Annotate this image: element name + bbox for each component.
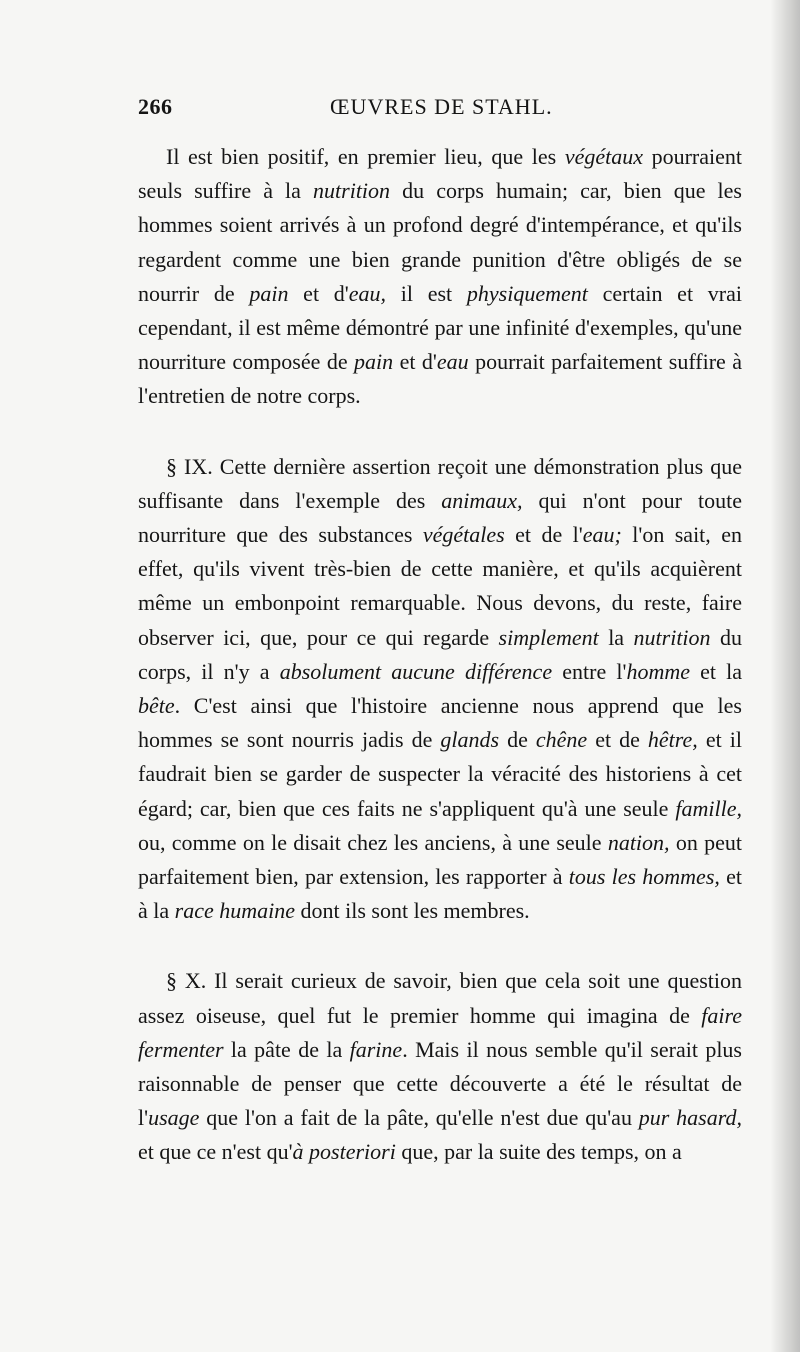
text-segment: que l'on a fait de la pâte, qu'elle n'est due qu'au xyxy=(199,1105,639,1131)
text-segment: . Mais il nous semble qu'il serait plus raisonnable de penser que cette découverte a été le résultat de l' xyxy=(138,1036,742,1131)
italic-text-segment: pain xyxy=(354,349,394,375)
italic-text-segment: végétales xyxy=(422,522,505,548)
italic-text-segment: absolument aucune différence xyxy=(279,658,553,684)
text-segment: il est xyxy=(386,280,467,306)
italic-text-segment: nutrition xyxy=(313,178,391,204)
italic-text-segment: farine xyxy=(349,1036,403,1062)
italic-text-segment: famille, xyxy=(675,795,742,821)
text-segment: et que ce n'est qu' xyxy=(138,1139,293,1165)
text-segment: on peut parfaitement bien, par extension, les rapporter à xyxy=(138,829,742,890)
italic-text-segment: nation, xyxy=(607,829,670,855)
italic-text-segment: pur hasard, xyxy=(638,1105,742,1131)
text-segment: dont ils sont les membres. xyxy=(295,898,530,924)
italic-text-segment: hêtre, xyxy=(647,727,698,753)
italic-text-segment: végétaux xyxy=(564,144,643,169)
text-segment: entre l' xyxy=(552,658,627,684)
page-edge-shadow xyxy=(770,0,800,1352)
text-segment: de xyxy=(499,727,536,753)
italic-text-segment: pain xyxy=(249,280,289,306)
italic-text-segment: homme xyxy=(626,658,690,684)
italic-text-segment: usage xyxy=(148,1105,200,1131)
text-segment: qui n'ont pour toute nourriture que des substances xyxy=(138,487,742,548)
text-segment: ou, comme on le disait chez les anciens, à une seule xyxy=(138,829,608,855)
italic-text-segment: eau; xyxy=(582,522,622,548)
text-segment: § IX. Cette dernière assertion reçoit une démonstration plus que suffisante dans l'exemple des xyxy=(138,453,742,513)
italic-text-segment: à posteriori xyxy=(292,1139,396,1165)
italic-text-segment: physiquement xyxy=(466,280,588,306)
text-segment: que, par la suite des temps, on a xyxy=(395,1139,682,1165)
text-segment: et d' xyxy=(393,349,437,375)
italic-text-segment: faire fermenter xyxy=(138,1002,742,1062)
italic-text-segment: chêne xyxy=(535,727,588,753)
page-header xyxy=(138,92,742,128)
paragraph-1 xyxy=(138,140,742,414)
italic-text-segment: glands xyxy=(440,727,500,753)
italic-text-segment: bête xyxy=(138,693,175,719)
text-segment: certain et vrai cependant, il est même démontré par une infinité d'exemples, qu'une nourriture composée de xyxy=(138,280,742,375)
italic-text-segment: tous les hommes, xyxy=(568,864,720,890)
italic-text-segment: eau xyxy=(436,349,469,375)
italic-text-segment: race humaine xyxy=(174,898,296,924)
italic-text-segment: nutrition xyxy=(633,624,711,650)
text-segment: Il est bien positif, en premier lieu, que les xyxy=(166,144,565,169)
text-segment: et de xyxy=(587,727,648,753)
text-segment: . C'est ainsi que l'histoire ancienne nous apprend que les hommes se sont nourris jadis de xyxy=(138,693,742,753)
paragraph-2 xyxy=(138,450,742,929)
text-segment: pourraient seuls suffire à la xyxy=(138,144,742,204)
running-title: ŒUVRES DE STAHL. xyxy=(330,94,553,119)
text-segment: la xyxy=(598,624,634,650)
text-segment: du corps humain; car, bien que les hommes soient arrivés à un profond degré d'intempérance, et qu'ils regardent comme une bien grande punition d'être obligés de se nourrir de xyxy=(138,178,742,306)
paragraph-3 xyxy=(138,964,742,1169)
text-segment: et la xyxy=(689,658,743,684)
text-segment: et il faudrait bien se garder de suspecter la véracité des historiens à cet égard; car, bien que ces faits ne s'appliquent qu'à une seule xyxy=(138,727,742,821)
text-segment: et à la xyxy=(138,864,742,924)
italic-text-segment: animaux, xyxy=(441,487,523,513)
italic-text-segment: eau, xyxy=(348,280,387,306)
text-segment: l'on sait, en effet, qu'ils vivent très-bien de cette manière, et qu'ils acquièrent même un embonpoint remarquable. Nous devons, du reste, faire observer ici, que, pour ce qui regarde xyxy=(138,522,742,650)
page-number: 266 xyxy=(138,94,173,119)
text-segment: et d' xyxy=(288,280,349,306)
text-segment: la pâte de la xyxy=(223,1036,350,1062)
main-text xyxy=(138,140,742,1170)
text-segment: pourrait parfaitement suffire à l'entretien de notre corps. xyxy=(138,349,743,409)
text-segment: du corps, il n'y a xyxy=(138,624,742,684)
text-segment: et de l' xyxy=(504,522,583,548)
text-segment: § X. Il serait curieux de savoir, bien que cela soit une question assez oiseuse, quel fut le premier homme qui imagina de xyxy=(138,968,742,1028)
italic-text-segment: simplement xyxy=(498,624,599,650)
